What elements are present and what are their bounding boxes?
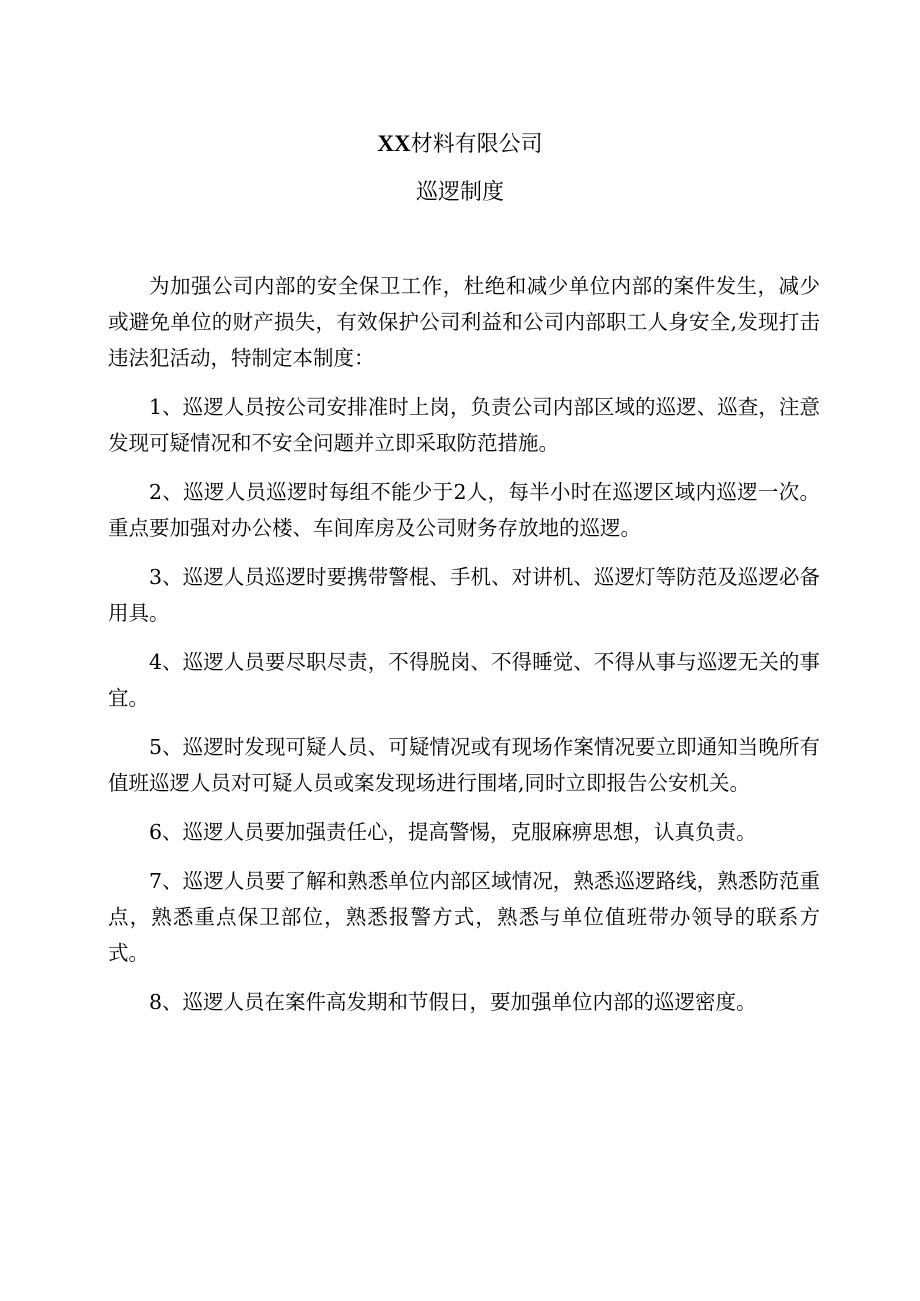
rule-paragraph-1: 1、巡逻人员按公司安排准时上岗，负责公司内部区域的巡逻、巡查，注意发现可疑情况和不安全问题并立即采取防范措施。 — [108, 395, 820, 455]
rule-paragraph-2: 2、巡逻人员巡逻时每组不能少于2人，每半小时在巡逻区域内巡逻一次。重点要加强对办公楼、车间库房及公司财务存放地的巡逻。 — [108, 480, 820, 540]
rule-paragraph-5: 5、巡逻时发现可疑人员、可疑情况或有现场作案情况要立即通知当晚所有值班巡逻人员对可疑人员或案发现场进行围堵,同时立即报告公安机关。 — [108, 735, 820, 795]
document-title: 巡逻制度 — [415, 180, 504, 205]
company-name: 材料有限公司 — [410, 132, 543, 157]
rule-paragraph-4: 4、巡逻人员要尽职尽责，不得脱岗、不得睡觉、不得从事与巡逻无关的事宜。 — [108, 650, 820, 710]
rule-paragraph-3: 3、巡逻人员巡逻时要携带警棍、手机、对讲机、巡逻灯等防范及巡逻必备用具。 — [108, 565, 820, 625]
document-body — [108, 268, 820, 1033]
rule-paragraph-6: 6、巡逻人员要加强责任心，提高警惕，克服麻痹思想，认真负责。 — [149, 820, 757, 844]
company-title — [0, 126, 920, 163]
rule-paragraph-8: 8、巡逻人员在案件高发期和节假日，要加强单位内部的巡逻密度。 — [149, 990, 757, 1014]
rule-paragraph-7: 7、巡逻人员要了解和熟悉单位内部区域情况，熟悉巡逻路线，熟悉防范重点，熟悉重点保卫部位，熟悉报警方式，熟悉与单位值班带办领导的联系方式。 — [108, 869, 820, 965]
company-prefix: XX — [377, 131, 411, 156]
intro-paragraph: 为加强公司内部的安全保卫工作，杜绝和减少单位内部的案件发生，减少或避免单位的财产损失，有效保护公司利益和公司内部职工人身安全,发现打击违法犯活动，特制定本制度： — [108, 274, 820, 370]
